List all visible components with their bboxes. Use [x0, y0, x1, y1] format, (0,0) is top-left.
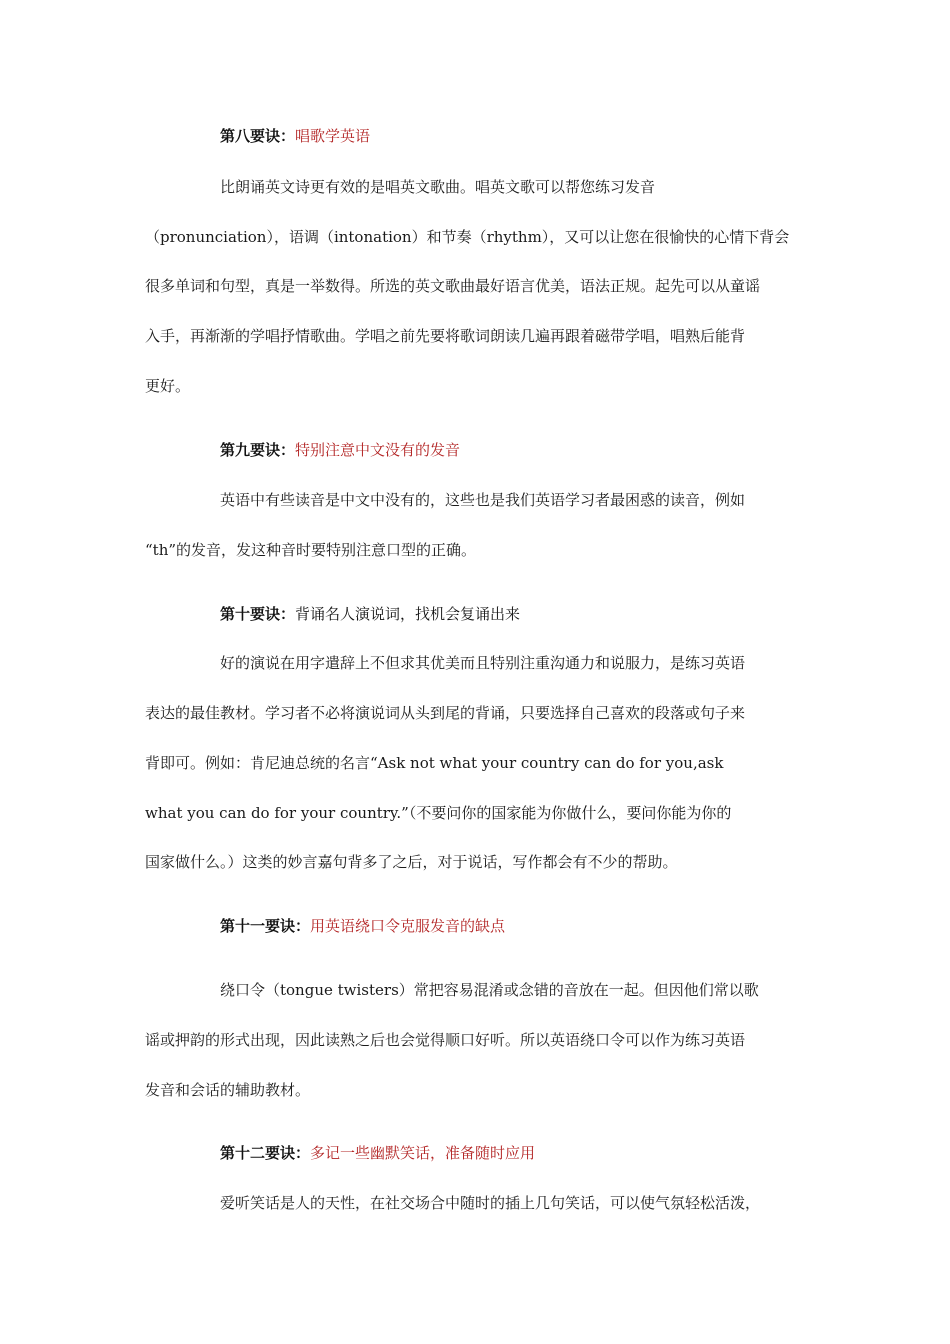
section-heading-10: [220, 604, 520, 624]
paragraph-line: “th”的发音，发这种音时要特别注意口型的正确。: [145, 541, 477, 559]
paragraph-line: 入手，再渐渐的学唱抒情歌曲。学唱之前先要将歌词朗读几遍再跟着磁带学唱，唱熟后能背: [145, 327, 746, 345]
section-heading-11: [220, 916, 505, 936]
paragraph-line: 英语中有些读音是中文中没有的，这些也是我们英语学习者最困惑的读音，例如: [220, 491, 746, 509]
paragraph-line: 谣或押韵的形式出现，因此读熟之后也会觉得顺口好听。所以英语绕口令可以作为练习英语: [145, 1031, 746, 1049]
section-title: 多记一些幽默笑话，准备随时应用: [310, 1144, 536, 1162]
paragraph-line: （pronunciation），语调（intonation）和节奏（rhythm），又可以让您在很愉快的心情下背会: [145, 228, 790, 246]
section-title: 特别注意中文没有的发音: [295, 441, 461, 459]
section-title: 背诵名人演说词，找机会复诵出来: [295, 605, 521, 623]
paragraph-line: 爱听笑话是人的天性，在社交场合中随时的插上几句笑话，可以使气氛轻松活泼，: [220, 1194, 761, 1212]
paragraph-line: 国家做什么。）这类的妙言嘉句背多了之后，对于说话，写作都会有不少的帮助。: [145, 853, 678, 871]
paragraph-line: 表达的最佳教材。学习者不必将演说词从头到尾的背诵，只要选择自己喜欢的段落或句子来: [145, 704, 746, 722]
paragraph-line: 好的演说在用字遣辞上不但求其优美而且特别注重沟通力和说服力，是练习英语: [220, 654, 746, 672]
paragraph-line: 发音和会话的辅助教材。: [145, 1081, 311, 1099]
section-heading-12: [220, 1143, 535, 1163]
section-label: 第十要诀：: [220, 605, 296, 623]
paragraph-line: 更好。: [145, 377, 191, 395]
section-label: 第十二要诀：: [220, 1144, 311, 1162]
section-heading-8: [220, 126, 370, 146]
paragraph-line: 背即可。例如：肯尼迪总统的名言“Ask not what your country can do for you,ask: [145, 754, 724, 772]
paragraph-line: 绕口令（tongue twisters）常把容易混淆或念错的音放在一起。但因他们常以歌: [220, 981, 759, 999]
section-title: 用英语绕口令克服发音的缺点: [310, 917, 506, 935]
paragraph-line: 很多单词和句型，真是一举数得。所选的英文歌曲最好语言优美，语法正规。起先可以从童谣: [145, 277, 761, 295]
paragraph-line: what you can do for your country.”（不要问你的国家能为你做什么，要问你能为你的: [145, 804, 732, 822]
section-label: 第九要诀：: [220, 441, 296, 459]
section-heading-9: [220, 440, 460, 460]
section-label: 第十一要诀：: [220, 917, 311, 935]
section-label: 第八要诀：: [220, 127, 296, 145]
section-title: 唱歌学英语: [295, 127, 371, 145]
paragraph-line: 比朗诵英文诗更有效的是唱英文歌曲。唱英文歌可以帮您练习发音: [220, 178, 656, 196]
